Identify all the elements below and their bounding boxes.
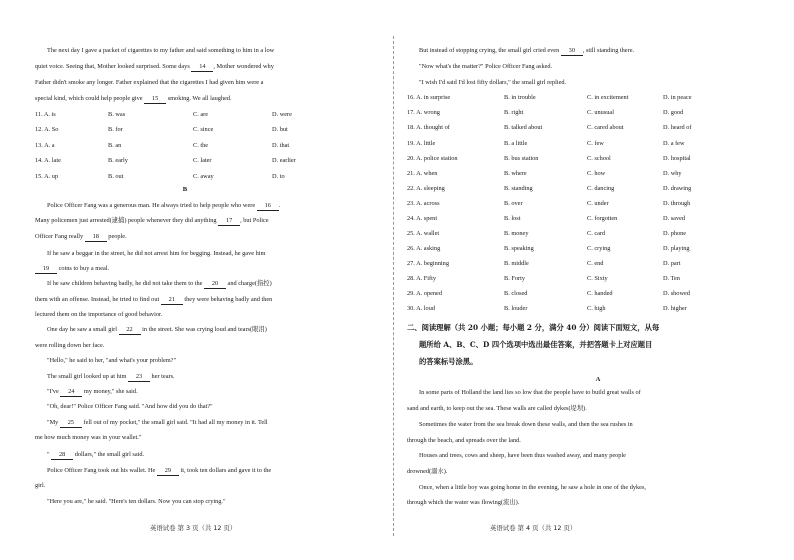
answer-blank: 25 [60, 418, 82, 428]
answer-blank: 15 [144, 94, 166, 104]
text-segment: If he saw a beggar in the street, he did not arrest him for begging. Instead, he gave him [47, 250, 266, 257]
option-item [663, 289, 690, 298]
answer-blank: 14 [191, 62, 213, 72]
passage-line [35, 216, 269, 226]
option-item [663, 184, 691, 193]
option-item [663, 274, 680, 283]
text-segment: people. [106, 233, 127, 240]
answer-blank: 16 [257, 201, 279, 211]
text-segment: fell out of my pocket," the small girl said. "It had all my money in it. Tell [81, 419, 268, 426]
answer-blank: 21 [161, 295, 183, 305]
answer-blank: 28 [51, 450, 73, 460]
option-text: D. heard of [663, 124, 692, 131]
text-segment: "Here you are," he said. "Here's ten dollars. Now you can stop crying." [47, 498, 226, 505]
option-item [407, 169, 437, 178]
section-instruction [419, 340, 652, 350]
option-text: 23. A. across [407, 200, 440, 207]
answer-blank: 20 [204, 279, 226, 289]
text-segment: Father didn't smoke any longer. Father explained that the cigarettes I had given him were a [35, 79, 264, 86]
option-item [504, 123, 542, 132]
section-b-heading [170, 186, 200, 193]
passage-line [47, 387, 138, 397]
passage-line [35, 295, 272, 305]
option-item [272, 172, 285, 181]
option-text: C. cared about [587, 124, 624, 131]
option-text: C. few [587, 140, 604, 147]
option-text: D. phone [663, 230, 687, 237]
option-item [504, 139, 527, 148]
passage-line [419, 46, 634, 56]
option-text: D. playing [663, 245, 690, 252]
passage-line [35, 433, 141, 442]
option-text: 13. A. a [35, 142, 55, 149]
option-text: C. handed [587, 290, 613, 297]
option-item [272, 125, 288, 134]
passage-line [419, 451, 626, 460]
option-item [407, 139, 435, 148]
option-text: B. money [504, 230, 529, 237]
option-text: D. earlier [272, 157, 296, 164]
option-text: C. later [193, 157, 212, 164]
text-segment: through which the water was flowing(流出). [407, 499, 520, 506]
passage-line [47, 372, 175, 382]
page-footer [490, 523, 576, 532]
option-item [272, 110, 292, 119]
answer-blank: 18 [85, 232, 107, 242]
option-text: B. for [108, 126, 123, 133]
option-text: 28. A. Fifty [407, 275, 437, 282]
text-segment: me how much money was in your wallet." [35, 434, 142, 441]
passage-line [419, 483, 646, 492]
text-segment: Police Officer Fang was a generous man. He always tried to help people who were [47, 202, 257, 209]
option-text: 20. A. police station [407, 155, 458, 162]
text-segment: The next day I gave a packet of cigarettes to my father and said something to him in a low [47, 47, 275, 54]
passage-line [407, 436, 521, 445]
passage-line [419, 78, 566, 87]
passage-line [35, 264, 109, 274]
option-item [587, 214, 617, 223]
option-item [407, 274, 436, 283]
option-text: B. bus station [504, 155, 539, 162]
option-text: B. closed [504, 290, 528, 297]
passage-line [419, 62, 552, 71]
option-item [587, 184, 614, 193]
text-segment: "I've [47, 388, 61, 395]
option-item [587, 244, 610, 253]
text-segment: "Hello," he said to her, "and what's your problem?" [47, 357, 177, 364]
option-item [108, 141, 121, 150]
option-item [35, 141, 55, 150]
option-item [504, 93, 536, 102]
text-segment: sand and earth, to keep out the sea. These walls are called dykes(堤坝). [407, 405, 587, 412]
option-item [193, 172, 214, 181]
passage-line [47, 201, 280, 211]
text-segment: In some parts of Holland the land lies so low that the people have to build great walls of [419, 389, 641, 396]
text-segment: drowned(溺水). [407, 468, 448, 475]
option-text: D. in peace [663, 94, 692, 101]
option-text: D. hospital [663, 155, 691, 162]
option-text: B. right [504, 109, 524, 116]
option-item [108, 172, 123, 181]
passage-line [47, 466, 271, 476]
option-item [504, 244, 534, 253]
text-segment: Once, when a little boy was going home in the evening, he saw a hole in one of the dykes, [419, 484, 646, 491]
answer-blank: 22 [119, 325, 141, 335]
option-text: B. standing [504, 185, 533, 192]
option-item [407, 93, 450, 102]
option-text: C. forgotten [587, 215, 618, 222]
option-item [587, 304, 606, 313]
option-text: 11. A. is [35, 111, 56, 118]
option-item [587, 123, 624, 132]
passage-line [47, 279, 272, 289]
option-item [504, 199, 523, 208]
passage-line [47, 46, 274, 55]
text-segment: "My [47, 419, 60, 426]
passage-line [419, 388, 641, 397]
text-segment: "I wish I'd said I'd lost fifty dollars," the small girl replied. [419, 79, 567, 86]
text-segment: If he saw children behaving badly, he did not take them to the [47, 280, 204, 287]
option-item [272, 156, 296, 165]
option-text: D. good [663, 109, 684, 116]
option-item [587, 259, 603, 268]
option-item [407, 244, 440, 253]
option-text: C. are [193, 111, 209, 118]
passage-line [35, 62, 274, 72]
option-text: C. how [587, 170, 606, 177]
passage-line [47, 325, 267, 335]
option-item [504, 184, 533, 193]
option-text: C. crying [587, 245, 611, 252]
option-item [407, 259, 449, 268]
option-item [407, 214, 437, 223]
option-text: D. part [663, 260, 681, 267]
option-item [663, 244, 690, 253]
option-text: C. since [193, 126, 214, 133]
option-item [663, 154, 691, 163]
option-item [663, 229, 686, 238]
option-item [587, 274, 608, 283]
passage-line [407, 404, 587, 413]
option-text: D. higher [663, 305, 687, 312]
passage-line [419, 420, 633, 429]
option-text: C. unusual [587, 109, 614, 116]
option-item [35, 156, 61, 165]
option-text: D. were [272, 111, 292, 118]
option-text: D. to [272, 173, 285, 180]
option-item [663, 304, 687, 313]
option-item [407, 304, 435, 313]
option-text: 25. A. wallet [407, 230, 440, 237]
option-item [35, 125, 58, 134]
passage-line [407, 467, 447, 476]
option-text: B. a little [504, 140, 528, 147]
option-text: B. louder [504, 305, 528, 312]
text-segment: , Mother wondered why [213, 63, 274, 70]
passage-line [407, 498, 519, 507]
text-segment: it, took ten dollars and gave it to the [178, 467, 272, 474]
option-text: B. where [504, 170, 527, 177]
option-item [663, 139, 685, 148]
option-text: 26. A. asking [407, 245, 441, 252]
option-item [108, 156, 128, 165]
option-item [193, 125, 213, 134]
option-item [663, 108, 683, 117]
text-segment: , still standing there. [582, 47, 635, 54]
option-item [587, 229, 605, 238]
option-item [407, 289, 442, 298]
text-segment: , but Police [240, 217, 269, 224]
option-text: 19. A. little [407, 140, 436, 147]
option-text: 17. A. wrong [407, 109, 440, 116]
text-segment: " [47, 451, 52, 458]
passage-line [47, 402, 213, 411]
option-text: 16. A. in surprise [407, 94, 451, 101]
text-segment: smoking. We all laughed. [166, 95, 232, 102]
option-item [663, 123, 692, 132]
option-text: B. Forty [504, 275, 525, 282]
option-item [504, 304, 527, 313]
option-text: 15. A. up [35, 173, 59, 180]
option-text: D. through [663, 200, 691, 207]
option-text: D. saved [663, 215, 686, 222]
option-text: D. showed [663, 290, 690, 297]
section-instruction [419, 357, 477, 367]
section-label: B [182, 186, 188, 193]
text-segment: they were behaving badly and then [182, 296, 273, 303]
option-item [407, 154, 458, 163]
option-item [587, 93, 628, 102]
option-text: C. card [587, 230, 606, 237]
option-text: C. away [193, 173, 214, 180]
option-text: C. in excitement [587, 94, 629, 101]
option-text: D. drawing [663, 185, 692, 192]
text-segment: in the street. She was crying loud and tears(眼泪) [140, 326, 267, 333]
footer-text: 英语试卷 第 4 页（共 12 页） [490, 524, 577, 532]
text-segment: Police Officer Fang took out his wallet. He [47, 467, 157, 474]
text-segment: Many policemen just arrested(逮捕) people whenever they did anything [35, 217, 219, 224]
option-text: 27. A. beginning [407, 260, 449, 267]
option-item [193, 156, 212, 165]
option-text: C. under [587, 200, 609, 207]
option-text: D. but [272, 126, 288, 133]
option-text: 21. A. when [407, 170, 438, 177]
option-item [663, 169, 682, 178]
option-item [407, 199, 440, 208]
option-item [504, 274, 525, 283]
text-segment: The small girl looked up at him [47, 373, 128, 380]
text-segment: them with an offense. Instead, he tried to find out [35, 296, 161, 303]
section-label: A [595, 376, 601, 383]
option-text: B. over [504, 200, 523, 207]
option-text: B. was [108, 111, 126, 118]
option-text: B. in trouble [504, 94, 536, 101]
answer-blank: 24 [60, 387, 82, 397]
option-item [504, 214, 520, 223]
text-segment: Officer Fang really [35, 233, 85, 240]
option-item [108, 110, 125, 119]
option-item [663, 214, 685, 223]
option-text: C. the [193, 142, 209, 149]
option-item [587, 108, 614, 117]
option-text: 30. A. loud [407, 305, 435, 312]
option-item [108, 125, 123, 134]
option-item [504, 229, 529, 238]
option-text: D. why [663, 170, 682, 177]
option-item [272, 141, 289, 150]
option-item [587, 154, 611, 163]
option-item [504, 289, 527, 298]
text-segment: Houses and trees, cows and sheep, have been thus washed away, and many people [419, 452, 626, 459]
option-text: B. speaking [504, 245, 534, 252]
passage-line [35, 341, 104, 350]
text-segment: girl. [35, 482, 46, 489]
text-segment: Sometimes the water from the sea break down these walls, and then the sea rushes in [419, 421, 633, 428]
option-text: 18. A. thought of [407, 124, 450, 131]
text-segment: were rolling down her face. [35, 342, 105, 349]
option-item [35, 110, 56, 119]
option-item [587, 139, 604, 148]
page-divider [393, 36, 394, 536]
option-text: 12. A. So [35, 126, 59, 133]
text-segment: . [278, 202, 281, 209]
passage-line [35, 232, 127, 242]
option-text: B. middle [504, 260, 529, 267]
passage-line [35, 78, 263, 87]
option-item [193, 110, 208, 119]
option-item [407, 229, 439, 238]
section-instruction [407, 323, 659, 333]
option-text: B. talked about [504, 124, 543, 131]
option-item [504, 154, 538, 163]
text-segment: One day he saw a small girl [47, 326, 119, 333]
passage-line [47, 249, 265, 258]
answer-blank: 30 [561, 46, 583, 56]
option-item [663, 259, 681, 268]
option-text: C. dancing [587, 185, 615, 192]
option-item [504, 108, 523, 117]
passage-line [47, 450, 144, 460]
option-text: 14. A. late [35, 157, 61, 164]
option-item [587, 169, 605, 178]
answer-blank: 17 [218, 216, 240, 226]
text-segment: her tears. [149, 373, 175, 380]
option-text: 22. A. sleeping [407, 185, 445, 192]
text-segment: special kind, which could help people give [35, 95, 145, 102]
option-text: D. a few [663, 140, 685, 147]
option-item [663, 93, 692, 102]
instruction-text: 的答案标号涂黑。 [419, 357, 478, 366]
passage-line [47, 497, 226, 506]
option-text: B. an [108, 142, 122, 149]
instruction-text: 二、阅读理解（共 20 小题；每小题 2 分，满分 40 分）阅读下面短文，从每 [407, 323, 660, 332]
footer-text: 英语试卷 第 3 页（共 12 页） [150, 524, 237, 532]
option-text: B. out [108, 173, 124, 180]
option-item [504, 169, 527, 178]
text-segment: lectured them on the importance of good behavior. [35, 311, 163, 318]
option-text: B. early [108, 157, 128, 164]
answer-blank: 29 [157, 466, 179, 476]
text-segment: and charge(指控) [225, 280, 272, 287]
option-text: C. school [587, 155, 611, 162]
instruction-text: 题所给 A、B、C、D 四个选项中选出最佳答案，并把答题卡上对应题目 [419, 340, 653, 349]
option-text: D. that [272, 142, 290, 149]
text-segment: "Oh, dear!" Police Officer Fang said. "And how did you do that?" [47, 403, 213, 410]
option-text: 29. A. opened [407, 290, 442, 297]
option-item [587, 289, 613, 298]
option-text: B. lost [504, 215, 521, 222]
passage-line [35, 310, 162, 319]
option-item [193, 141, 208, 150]
page-footer [150, 523, 236, 532]
text-segment: my money," she said. [82, 388, 138, 395]
answer-blank: 23 [128, 372, 150, 382]
section-a-heading [583, 376, 613, 383]
text-segment: "Now what's the matter?" Police Officer Fang asked. [419, 63, 553, 70]
option-item [587, 199, 609, 208]
text-segment: quiet voice. Seeing that, Mother looked surprised. Some days [35, 63, 192, 70]
passage-line [47, 356, 176, 365]
option-text: 24. A. spent [407, 215, 438, 222]
option-text: C. high [587, 305, 606, 312]
passage-line [47, 418, 268, 428]
answer-blank: 19 [35, 264, 57, 274]
text-segment: But instead of stopping crying, the small girl cried even [419, 47, 561, 54]
option-text: D. Ten [663, 275, 680, 282]
option-item [663, 199, 690, 208]
option-item [407, 123, 450, 132]
option-item [35, 172, 58, 181]
passage-line [35, 481, 45, 490]
option-text: C. end [587, 260, 604, 267]
text-segment: coins to buy a meal. [57, 265, 110, 272]
option-item [407, 184, 445, 193]
option-item [407, 108, 440, 117]
passage-line [35, 94, 232, 104]
option-text: C. Sixty [587, 275, 608, 282]
text-segment: through the beach, and spreads over the land. [407, 437, 521, 444]
text-segment: dollars," the small girl said. [73, 451, 145, 458]
option-item [504, 259, 529, 268]
